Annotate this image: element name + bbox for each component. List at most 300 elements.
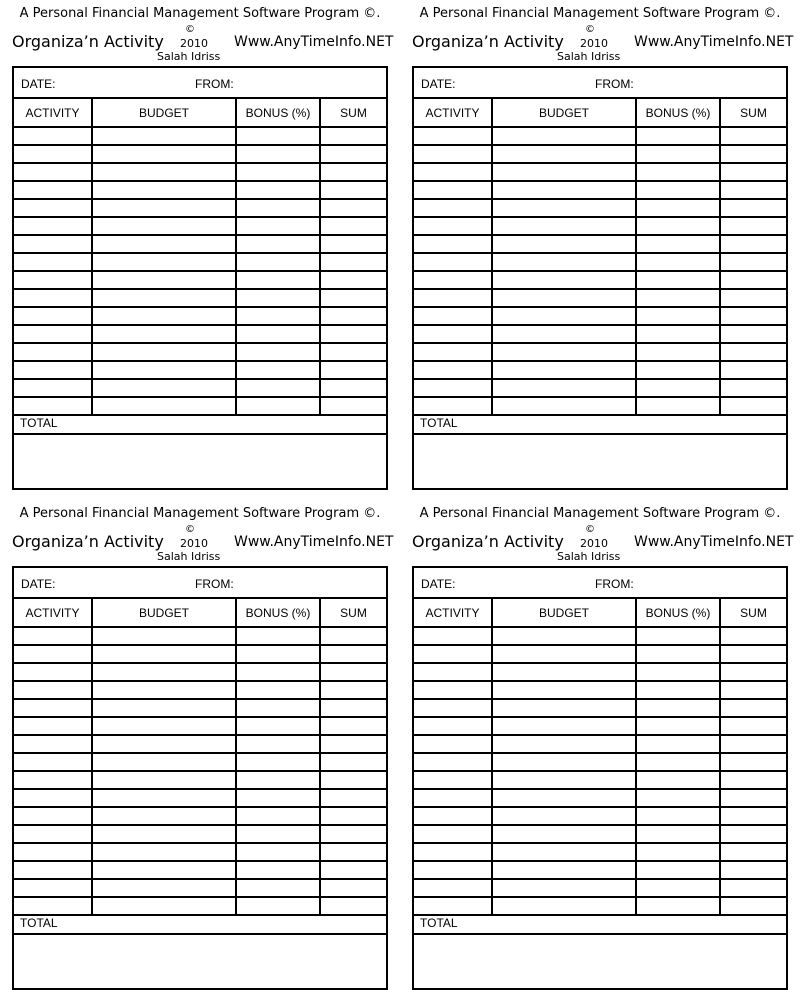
activity-cell[interactable]: [14, 289, 92, 307]
activity-cell[interactable]: [14, 343, 92, 361]
table-row: [414, 379, 786, 397]
bonus-cell[interactable]: [636, 145, 720, 163]
budget-cell[interactable]: [92, 379, 236, 397]
budget-cell[interactable]: [92, 699, 236, 717]
budget-cell[interactable]: [92, 199, 236, 217]
budget-cell[interactable]: [492, 307, 636, 325]
table-row: [14, 235, 386, 253]
bonus-cell[interactable]: [236, 627, 320, 645]
budget-cell[interactable]: [92, 879, 236, 897]
activity-cell[interactable]: [14, 645, 92, 663]
sum-cell[interactable]: [320, 897, 386, 915]
bonus-cell[interactable]: [636, 235, 720, 253]
total-value-cell[interactable]: [414, 934, 786, 952]
bonus-cell[interactable]: [636, 307, 720, 325]
activity-cell[interactable]: [414, 663, 492, 681]
from-label: FROM:: [595, 77, 634, 91]
budget-cell[interactable]: [92, 789, 236, 807]
sum-cell[interactable]: [320, 699, 386, 717]
budget-cell[interactable]: [92, 397, 236, 415]
sum-cell[interactable]: [320, 735, 386, 753]
activity-cell[interactable]: [414, 289, 492, 307]
table-row: [414, 199, 786, 217]
activity-cell[interactable]: [14, 199, 92, 217]
budget-cell[interactable]: [92, 645, 236, 663]
budget-cell[interactable]: [492, 825, 636, 843]
sum-cell[interactable]: [320, 627, 386, 645]
activity-cell[interactable]: [414, 307, 492, 325]
sum-cell[interactable]: [720, 271, 786, 289]
sum-cell[interactable]: [720, 627, 786, 645]
activity-cell[interactable]: [414, 681, 492, 699]
column-header-sum: SUM: [720, 598, 786, 627]
budget-cell[interactable]: [492, 627, 636, 645]
bonus-cell[interactable]: [636, 289, 720, 307]
budget-cell[interactable]: [92, 307, 236, 325]
bonus-cell[interactable]: [236, 325, 320, 343]
budget-cell[interactable]: [92, 163, 236, 181]
activity-cell[interactable]: [414, 253, 492, 271]
activity-cell[interactable]: [14, 879, 92, 897]
sum-cell[interactable]: [320, 271, 386, 289]
bonus-cell[interactable]: [636, 753, 720, 771]
activity-cell[interactable]: [414, 753, 492, 771]
bonus-cell[interactable]: [636, 181, 720, 199]
bonus-cell[interactable]: [236, 127, 320, 145]
activity-cell[interactable]: [414, 361, 492, 379]
sum-cell[interactable]: [320, 307, 386, 325]
budget-cell[interactable]: [92, 735, 236, 753]
activity-cell[interactable]: [414, 807, 492, 825]
sum-cell[interactable]: [320, 325, 386, 343]
activity-cell[interactable]: [14, 681, 92, 699]
table-row: [14, 163, 386, 181]
bonus-cell[interactable]: [636, 897, 720, 915]
budget-cell[interactable]: [492, 163, 636, 181]
sum-cell[interactable]: [720, 789, 786, 807]
budget-cell[interactable]: [92, 361, 236, 379]
bonus-cell[interactable]: [236, 379, 320, 397]
sum-cell[interactable]: [720, 717, 786, 735]
bonus-cell[interactable]: [236, 861, 320, 879]
budget-cell[interactable]: [492, 681, 636, 699]
table-row: [14, 627, 386, 645]
activity-cell[interactable]: [14, 397, 92, 415]
bonus-cell[interactable]: [636, 861, 720, 879]
activity-cell[interactable]: [414, 627, 492, 645]
budget-cell[interactable]: [492, 127, 636, 145]
sum-cell[interactable]: [320, 753, 386, 771]
bonus-cell[interactable]: [236, 663, 320, 681]
sum-cell[interactable]: [720, 379, 786, 397]
budget-cell[interactable]: [492, 879, 636, 897]
bonus-cell[interactable]: [636, 361, 720, 379]
bonus-cell[interactable]: [236, 753, 320, 771]
sum-cell[interactable]: [720, 397, 786, 415]
bonus-cell[interactable]: [636, 681, 720, 699]
activity-cell[interactable]: [414, 235, 492, 253]
budget-cell[interactable]: [92, 843, 236, 861]
budget-cell[interactable]: [92, 663, 236, 681]
table-row: [414, 325, 786, 343]
activity-cell[interactable]: [14, 627, 92, 645]
budget-cell[interactable]: [92, 825, 236, 843]
sum-cell[interactable]: [720, 307, 786, 325]
sum-cell[interactable]: [320, 825, 386, 843]
activity-cell[interactable]: [414, 879, 492, 897]
activity-form: [412, 566, 788, 990]
activity-cell[interactable]: [14, 789, 92, 807]
column-header-activity: ACTIVITY: [414, 98, 492, 127]
table-row: [414, 717, 786, 735]
activity-cell[interactable]: [414, 145, 492, 163]
bonus-cell[interactable]: [636, 807, 720, 825]
budget-cell[interactable]: [492, 789, 636, 807]
bonus-cell[interactable]: [636, 627, 720, 645]
sum-cell[interactable]: [720, 753, 786, 771]
bonus-cell[interactable]: [636, 163, 720, 181]
bonus-cell[interactable]: [636, 253, 720, 271]
activity-cell[interactable]: [14, 361, 92, 379]
sum-cell[interactable]: [720, 253, 786, 271]
sum-cell[interactable]: [720, 735, 786, 753]
sum-cell[interactable]: [720, 645, 786, 663]
column-header-sum: SUM: [720, 98, 786, 127]
budget-cell[interactable]: [92, 325, 236, 343]
table-row: [414, 735, 786, 753]
activity-cell[interactable]: [14, 127, 92, 145]
activity-cell[interactable]: [414, 789, 492, 807]
sum-cell[interactable]: [320, 127, 386, 145]
sum-cell[interactable]: [320, 681, 386, 699]
bonus-cell[interactable]: [236, 253, 320, 271]
activity-cell[interactable]: [414, 771, 492, 789]
activity-cell[interactable]: [14, 843, 92, 861]
bonus-cell[interactable]: [236, 789, 320, 807]
sum-cell[interactable]: [720, 843, 786, 861]
sum-cell[interactable]: [320, 879, 386, 897]
budget-cell[interactable]: [492, 807, 636, 825]
activity-cell[interactable]: [14, 163, 92, 181]
total-value-row: [414, 434, 786, 452]
budget-cell[interactable]: [492, 325, 636, 343]
activity-cell[interactable]: [14, 253, 92, 271]
table-row: [14, 289, 386, 307]
activity-cell[interactable]: [14, 217, 92, 235]
budget-cell[interactable]: [492, 379, 636, 397]
activity-cell[interactable]: [414, 181, 492, 199]
budget-cell[interactable]: [92, 289, 236, 307]
bonus-cell[interactable]: [636, 343, 720, 361]
budget-cell[interactable]: [92, 217, 236, 235]
table-row: [14, 663, 386, 681]
budget-cell[interactable]: [92, 145, 236, 163]
sum-cell[interactable]: [320, 199, 386, 217]
sum-cell[interactable]: [320, 361, 386, 379]
sum-cell[interactable]: [720, 145, 786, 163]
form-sheet-top-left: [0, 0, 400, 500]
sum-cell[interactable]: [320, 397, 386, 415]
activity-cell[interactable]: [414, 127, 492, 145]
activity-cell[interactable]: [414, 897, 492, 915]
table-row: [14, 361, 386, 379]
budget-cell[interactable]: [492, 181, 636, 199]
table-row: [14, 861, 386, 879]
activity-cell[interactable]: [14, 325, 92, 343]
date-label: DATE:: [421, 577, 456, 591]
bonus-cell[interactable]: [236, 235, 320, 253]
activity-cell[interactable]: [14, 861, 92, 879]
activity-cell[interactable]: [414, 217, 492, 235]
budget-cell[interactable]: [92, 127, 236, 145]
bonus-cell[interactable]: [236, 897, 320, 915]
bonus-cell[interactable]: [236, 645, 320, 663]
budget-cell[interactable]: [492, 289, 636, 307]
bonus-cell[interactable]: [236, 807, 320, 825]
column-header-budget: BUDGET: [92, 98, 236, 127]
activity-cell[interactable]: [414, 645, 492, 663]
bonus-cell[interactable]: [636, 789, 720, 807]
table-row: [414, 861, 786, 879]
bonus-cell[interactable]: [236, 217, 320, 235]
author-name: Salah Idriss: [557, 550, 621, 563]
website-url: Www.AnyTimeInfo.NET: [234, 34, 394, 50]
budget-cell[interactable]: [92, 861, 236, 879]
budget-cell[interactable]: [92, 717, 236, 735]
activity-cell[interactable]: [14, 181, 92, 199]
total-value-cell[interactable]: [14, 434, 386, 452]
activity-cell[interactable]: [414, 843, 492, 861]
table-header-row: [14, 98, 386, 127]
activity-cell[interactable]: [14, 771, 92, 789]
budget-cell[interactable]: [92, 235, 236, 253]
bonus-cell[interactable]: [636, 879, 720, 897]
activity-cell[interactable]: [14, 825, 92, 843]
activity-cell[interactable]: [14, 717, 92, 735]
bonus-cell[interactable]: [236, 681, 320, 699]
activity-cell[interactable]: [14, 235, 92, 253]
bonus-cell[interactable]: [636, 199, 720, 217]
bonus-cell[interactable]: [636, 397, 720, 415]
sum-cell[interactable]: [320, 343, 386, 361]
budget-cell[interactable]: [492, 897, 636, 915]
sheet-title: Organiza’n Activity: [412, 32, 564, 51]
activity-cell[interactable]: [414, 379, 492, 397]
bonus-cell[interactable]: [236, 199, 320, 217]
copyright-mark: ©: [185, 524, 195, 535]
budget-cell[interactable]: [492, 145, 636, 163]
bonus-cell[interactable]: [636, 271, 720, 289]
bonus-cell[interactable]: [236, 771, 320, 789]
sum-cell[interactable]: [720, 343, 786, 361]
bonus-cell[interactable]: [236, 717, 320, 735]
activity-cell[interactable]: [414, 163, 492, 181]
sum-cell[interactable]: [320, 379, 386, 397]
bonus-cell[interactable]: [236, 735, 320, 753]
table-row: [14, 379, 386, 397]
budget-cell[interactable]: [92, 681, 236, 699]
activity-cell[interactable]: [414, 343, 492, 361]
budget-cell[interactable]: [492, 271, 636, 289]
sum-cell[interactable]: [320, 717, 386, 735]
sum-cell[interactable]: [720, 163, 786, 181]
bonus-cell[interactable]: [236, 271, 320, 289]
budget-cell[interactable]: [492, 717, 636, 735]
sum-cell[interactable]: [320, 145, 386, 163]
budget-cell[interactable]: [492, 771, 636, 789]
budget-cell[interactable]: [92, 897, 236, 915]
bonus-cell[interactable]: [236, 145, 320, 163]
activity-cell[interactable]: [414, 325, 492, 343]
budget-cell[interactable]: [492, 735, 636, 753]
bonus-cell[interactable]: [636, 699, 720, 717]
activity-cell[interactable]: [414, 699, 492, 717]
budget-cell[interactable]: [492, 753, 636, 771]
activity-cell[interactable]: [14, 663, 92, 681]
bonus-cell[interactable]: [236, 843, 320, 861]
table-row: [14, 325, 386, 343]
activity-cell[interactable]: [414, 825, 492, 843]
sum-cell[interactable]: [720, 181, 786, 199]
budget-cell[interactable]: [492, 663, 636, 681]
activity-cell[interactable]: [14, 753, 92, 771]
activity-cell[interactable]: [14, 271, 92, 289]
bonus-cell[interactable]: [236, 879, 320, 897]
bonus-cell[interactable]: [636, 325, 720, 343]
budget-cell[interactable]: [92, 271, 236, 289]
sum-cell[interactable]: [720, 217, 786, 235]
activity-cell[interactable]: [414, 199, 492, 217]
budget-cell[interactable]: [492, 843, 636, 861]
sum-cell[interactable]: [720, 699, 786, 717]
bonus-cell[interactable]: [236, 289, 320, 307]
bonus-cell[interactable]: [236, 163, 320, 181]
sum-cell[interactable]: [720, 879, 786, 897]
sum-cell[interactable]: [720, 807, 786, 825]
sum-cell[interactable]: [320, 771, 386, 789]
sum-cell[interactable]: [320, 289, 386, 307]
table-row: [414, 235, 786, 253]
sum-cell[interactable]: [320, 807, 386, 825]
table-row: [414, 645, 786, 663]
bonus-cell[interactable]: [636, 843, 720, 861]
sum-cell[interactable]: [720, 361, 786, 379]
activity-cell[interactable]: [414, 397, 492, 415]
total-value-cell[interactable]: [414, 434, 786, 452]
activity-cell[interactable]: [14, 145, 92, 163]
budget-cell[interactable]: [492, 253, 636, 271]
sum-cell[interactable]: [720, 325, 786, 343]
table-row: [414, 807, 786, 825]
budget-cell[interactable]: [492, 699, 636, 717]
budget-cell[interactable]: [92, 807, 236, 825]
bonus-cell[interactable]: [636, 645, 720, 663]
bonus-cell[interactable]: [236, 825, 320, 843]
activity-cell[interactable]: [14, 307, 92, 325]
sum-cell[interactable]: [320, 861, 386, 879]
bonus-cell[interactable]: [236, 307, 320, 325]
sum-cell[interactable]: [320, 253, 386, 271]
activity-cell[interactable]: [14, 379, 92, 397]
bonus-cell[interactable]: [236, 699, 320, 717]
table-row: [414, 627, 786, 645]
sum-cell[interactable]: [320, 843, 386, 861]
budget-cell[interactable]: [492, 199, 636, 217]
sum-cell[interactable]: [720, 663, 786, 681]
bonus-cell[interactable]: [636, 217, 720, 235]
budget-cell[interactable]: [492, 361, 636, 379]
budget-cell[interactable]: [492, 397, 636, 415]
budget-cell[interactable]: [92, 343, 236, 361]
bonus-cell[interactable]: [236, 343, 320, 361]
activity-cell[interactable]: [414, 271, 492, 289]
bonus-cell[interactable]: [236, 397, 320, 415]
table-row: [414, 307, 786, 325]
bonus-cell[interactable]: [636, 717, 720, 735]
sum-cell[interactable]: [320, 663, 386, 681]
bonus-cell[interactable]: [636, 127, 720, 145]
sum-cell[interactable]: [320, 235, 386, 253]
sum-cell[interactable]: [720, 127, 786, 145]
activity-cell[interactable]: [414, 717, 492, 735]
budget-cell[interactable]: [92, 771, 236, 789]
budget-cell[interactable]: [92, 753, 236, 771]
sum-cell[interactable]: [720, 235, 786, 253]
sum-cell[interactable]: [320, 181, 386, 199]
website-url: Www.AnyTimeInfo.NET: [634, 534, 794, 550]
activity-cell[interactable]: [14, 699, 92, 717]
sum-cell[interactable]: [720, 771, 786, 789]
budget-cell[interactable]: [92, 627, 236, 645]
activity-cell[interactable]: [14, 807, 92, 825]
table-row: [14, 699, 386, 717]
activity-cell[interactable]: [414, 735, 492, 753]
sum-cell[interactable]: [320, 789, 386, 807]
budget-cell[interactable]: [492, 217, 636, 235]
sum-cell[interactable]: [320, 163, 386, 181]
bonus-cell[interactable]: [636, 663, 720, 681]
bonus-cell[interactable]: [636, 379, 720, 397]
bonus-cell[interactable]: [636, 735, 720, 753]
total-label: TOTAL: [14, 915, 386, 934]
activity-cell[interactable]: [14, 735, 92, 753]
activity-cell[interactable]: [414, 861, 492, 879]
date-label: DATE:: [21, 77, 56, 91]
budget-cell[interactable]: [492, 645, 636, 663]
bonus-cell[interactable]: [236, 181, 320, 199]
sum-cell[interactable]: [720, 199, 786, 217]
bonus-cell[interactable]: [636, 825, 720, 843]
total-value-row: [14, 434, 386, 452]
bonus-cell[interactable]: [636, 771, 720, 789]
sum-cell[interactable]: [720, 289, 786, 307]
bonus-cell[interactable]: [236, 361, 320, 379]
sum-cell[interactable]: [720, 825, 786, 843]
total-value-cell[interactable]: [14, 934, 386, 952]
sum-cell[interactable]: [720, 861, 786, 879]
sum-cell[interactable]: [720, 897, 786, 915]
budget-cell[interactable]: [492, 343, 636, 361]
activity-cell[interactable]: [14, 897, 92, 915]
sum-cell[interactable]: [320, 217, 386, 235]
budget-cell[interactable]: [92, 253, 236, 271]
budget-cell[interactable]: [492, 235, 636, 253]
budget-cell[interactable]: [492, 861, 636, 879]
budget-cell[interactable]: [92, 181, 236, 199]
sum-cell[interactable]: [720, 681, 786, 699]
sum-cell[interactable]: [320, 645, 386, 663]
column-header-bonus: BONUS (%): [236, 598, 320, 627]
